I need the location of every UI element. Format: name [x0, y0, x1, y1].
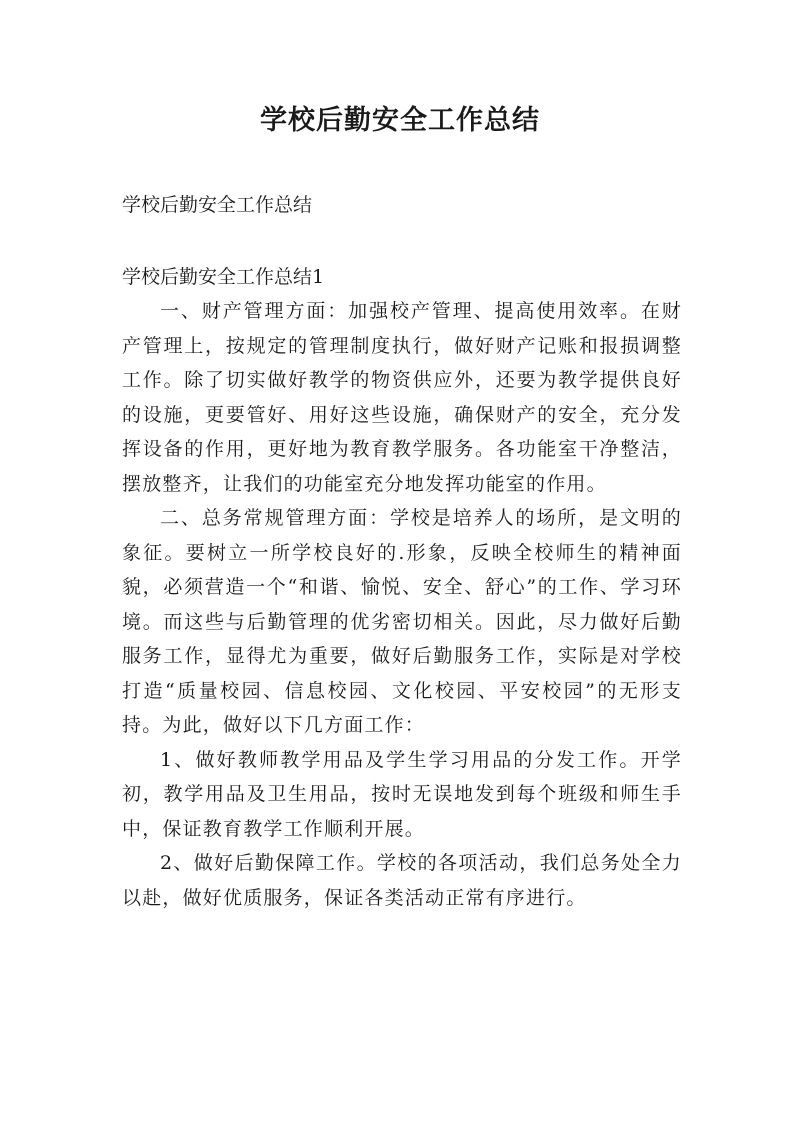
paragraph-logistics-support: 2、做好后勤保障工作。学校的各项活动，我们总务处全力以赴，做好优质服务，保证各类活动正常有序进行。: [122, 852, 682, 909]
document-title: 学校后勤安全工作总结: [260, 105, 540, 136]
paragraph-supplies-distribution: 1、做好教师教学用品及学生学习用品的分发工作。开学初，教学用品及卫生用品，按时无误地发到每个班级和师生手中，保证教育教学工作顺利开展。: [122, 748, 682, 840]
document-subtitle: 学校后勤安全工作总结: [122, 194, 313, 216]
paragraph-property-management: 一、财产管理方面：加强校产管理、提高使用效率。在财产管理上，按规定的管理制度执行，做好财产记账和报损调整工作。除了切实做好教学的物资供应外，还要为教学提供良好的设施，更要管好、用好这些设施，确保财产的安全，充分发挥设备的作用，更好地为教育教学服务。各功能室干净整洁，摆放整齐，让我们的功能室充分地发挥功能室的作用。: [122, 300, 682, 495]
document-body: [122, 188, 682, 915]
paragraph-general-affairs: 二、总务常规管理方面：学校是培养人的场所，是文明的象征。要树立一所学校良好的.形象，反映全校师生的精神面貌，必须营造一个“和谐、愉悦、安全、舒心”的工作、学习环境。而这些与后勤管理的优劣密切相关。因此，尽力做好后勤服务工作，显得尤为重要，做好后勤服务工作，实际是对学校打造“质量校园、信息校园、文化校园、平安校园”的无形支持。为此，做好以下几方面工作：: [122, 507, 682, 736]
section-heading: 学校后勤安全工作总结1: [122, 266, 325, 288]
